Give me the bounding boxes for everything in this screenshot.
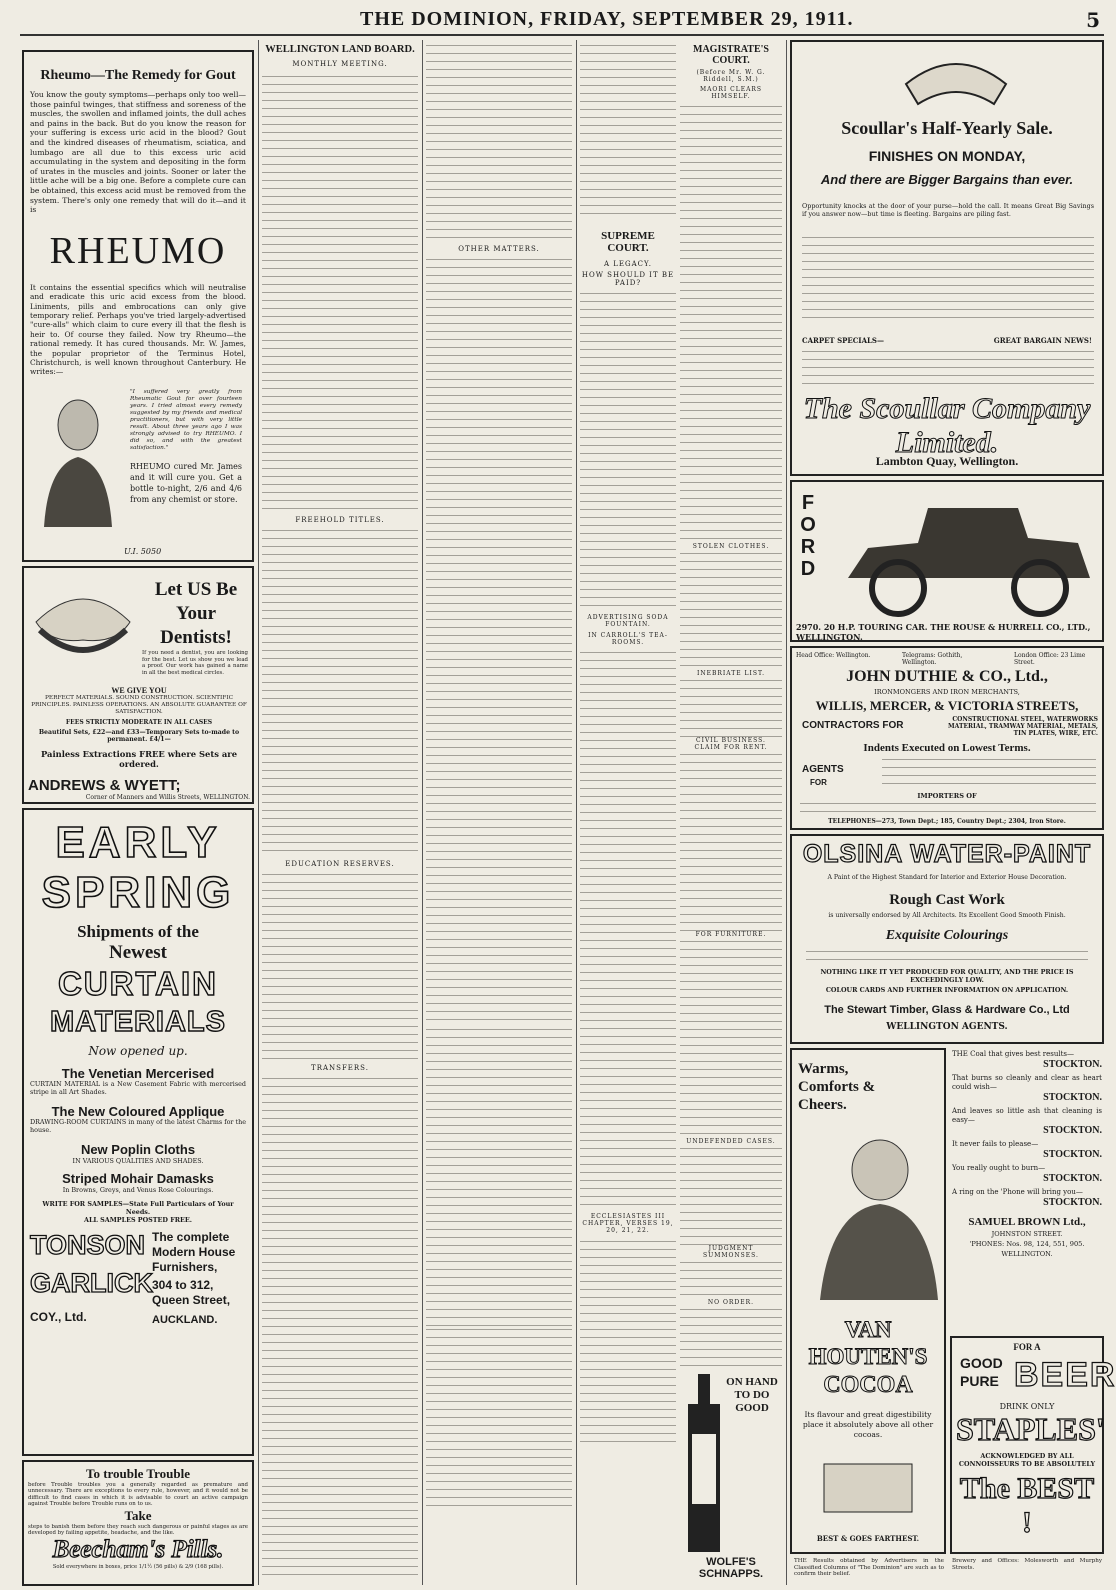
coy-ltd: COY., Ltd. [30,1310,87,1325]
transfers-sub: TRANSFERS. [311,1064,369,1072]
newest-heading: Newest [108,942,168,963]
article-text [426,256,572,1026]
inebriate-sub: INEBRIATE LIST. [696,670,766,677]
soda-sub: ADVERTISING SODA FOUNTAIN. [587,614,669,628]
article-text [262,527,418,857]
staples-good-pure: GOOD PURE [960,1355,1003,1389]
scoullar-brand: The Scoullar Company Limited. [803,392,1091,459]
wolfe-on-hand: ON HAND TO DO GOOD [726,1376,778,1414]
article-text [426,1026,572,1326]
stewart-company: The Stewart Timber, Glass & Hardware Co., Ltd [824,1004,1070,1016]
education-sub: EDUCATION RESERVES. [285,860,395,868]
supreme-court-column [426,38,572,1583]
rheumo-code: U.I. 5050 [124,547,162,556]
sale-bigger: And there are Bigger Bargains than ever. [820,172,1074,187]
samples-posted: ALL SAMPLES POSTED FREE. [83,1216,193,1225]
duthie-ad [790,646,1104,830]
freehold-sub: FREEHOLD TITLES. [295,516,385,524]
woman-drinking-image [800,1130,940,1300]
tonson-name: TONSON [30,1230,146,1261]
page-number: 5 [1086,8,1100,32]
applique-heading: The New Coloured Applique [51,1104,225,1120]
olsina-agents: WELLINGTON AGENTS. [886,1022,1008,1032]
rheumo-ad [22,50,254,562]
duthie-name: JOHN DUTHIE & CO., Ltd., [846,668,1048,685]
carpet-specials: CARPET SPECIALS— [802,336,884,345]
sale-banner-image [896,44,1016,114]
stockton-line2: And leaves so little ash that cleaning is easy— [952,1107,1102,1124]
tonson-garlick-ad [22,808,254,1456]
article-text [426,1326,572,1512]
rheumo-brand: RHEUMO [49,229,227,272]
scoullar-heading: Scoullar's Half-Yearly Sale. [841,118,1053,138]
rheumo-body: It contains the essential specifics which will neutralise and eradicate this uric acid excess from the blood. Liniments, pills and embrocations can only give temporary relief. Perhaps you've tried largely-advertised "cure-alls" which claim to cure every ill that the flesh is heir to. Of course they failed. Now try Rheumo—the rational remedy. It has cured thousands. Mr. W. James, the popular proprietor of the Terminus Hotel, Christchurch, is well known throughout Canterbury. He writes:— [30,282,246,377]
article-text [680,751,782,931]
article-text [580,42,676,218]
stockton-brand: STOCKTON. [1043,1149,1102,1160]
article-text [680,1145,782,1245]
ford-ad [790,480,1104,642]
land-board-heading: WELLINGTON LAND BOARD. [265,44,415,55]
damask-sub: In Browns, Greys, and Venus Rose Colourings. [62,1186,214,1195]
dentist-address: Corner of Manners and Willis Streets, WELLINGTON. [85,794,250,801]
olsina-sub: A Paint of the Highest Standard for Interior and Exterior House Decoration. [827,874,1067,881]
samuel-brown-city: WELLINGTON. [1001,1250,1053,1258]
article-text [680,550,782,670]
furniture-sub: FOR FURNITURE. [695,931,767,938]
stockton-brand: STOCKTON. [1043,1173,1102,1184]
tea-rooms-sub: IN CARROLL'S TEA-ROOMS. [588,632,668,646]
rheumo-quote: "I suffered very greatly from Rheumatic Gout for over fourteen years. I tried almost every remedy suggested by my friends and medical practitioners, but with very little result. About three years ago I was strongly advised to try RHEUMO. I did so, and with the greatest satisfaction." [130,388,242,451]
agents-label: AGENTS [802,764,844,775]
other-matters-sub: OTHER MATTERS. [458,245,540,253]
beecham-take: Take [124,1507,152,1523]
stockton-brand: STOCKTON. [1043,1125,1102,1136]
duthie-streets: WILLIS, MERCER, & VICTORIA STREETS, [815,698,1079,713]
sale-finishes: FINISHES ON MONDAY, [868,148,1026,164]
contractors-for: CONTRACTORS FOR [802,720,904,731]
article-text [262,1075,418,1575]
samuel-brown-address: JOHNSTON STREET. [991,1230,1063,1238]
warms-heading: Warms, Comforts & Cheers. [798,1061,876,1113]
bargain-news: GREAT BARGAIN NEWS! [993,336,1092,345]
dentist-heading: Let US Be Your Dentists! [154,579,238,648]
stolen-sub: STOLEN CLOTHES. [692,543,770,550]
olsina-nothing-like: NOTHING LIKE IT YET PRODUCED FOR QUALITY, AND THE PRICE IS EXCEEDINGLY LOW. [820,968,1074,984]
article-text [580,290,676,610]
olsina-ad [790,834,1104,1044]
best-farthest: BEST & GOES FARTHEST. [816,1534,920,1543]
olsina-colour-cards: COLOUR CARDS AND FURTHER INFORMATION ON APPLICATION. [825,986,1069,994]
beecham-text: before Trouble troubles you a generally regarded as premature and unnecessary. There are exceptions to every rule, however, and it would not be difficult to find cases in which it is advisable to court an active campaign against Trouble before Trouble runs on to us. [28,1482,248,1508]
legacy-sub: A LEGACY. [604,260,652,268]
column-divider [576,40,577,1585]
staples-ack: ACKNOWLEDGED BY ALL CONNOISSEURS TO BE ABSOLUTELY [958,1452,1096,1468]
cocoa-text: Its flavour and great digestibility place it absolutely above all other cocoas. [802,1410,934,1439]
indents-executed: Indents Executed on Lowest Terms. [863,742,1031,754]
dentist-ad [22,566,254,804]
samuel-brown-name: SAMUEL BROWN Ltd., [968,1216,1086,1228]
wolfe-schnapps-ad [680,1370,782,1582]
tonson-address: 304 to 312, Queen Street, [152,1278,231,1308]
imports-list [800,800,1096,816]
staples-ad [950,1336,1116,1554]
samuel-brown-phones: 'PHONES: Nos. 98, 124, 551, 905. [969,1240,1085,1248]
monthly-meeting-sub: MONTHLY MEETING. [292,60,388,68]
stockton-intro: THE Coal that gives best results— [952,1050,1074,1058]
van-houten-ad [790,1048,946,1554]
carpet-details [802,348,1094,388]
stockton-brand: STOCKTON. [1043,1059,1102,1070]
staples-drink-only: DRINK ONLY [999,1402,1055,1411]
before-sub: (Before Mr. W. G. Riddell, S.M.) [696,69,766,83]
undefended-sub: UNDEFENDED CASES. [686,1138,776,1145]
poplin-heading: New Poplin Cloths [80,1142,196,1158]
court-column-left [580,38,676,1583]
article-text [680,1259,782,1299]
sale-text: Opportunity knocks at the door of your purse—hold the call. It means Great Big Savings if you answer now—but time is fleeting. Bargains are piling fast. [802,202,1094,218]
land-board-column [262,38,418,1583]
column-divider [258,40,259,1585]
article-text [580,1238,676,1448]
stockton-line5: A ring on the 'Phone will bring you— [952,1188,1083,1196]
van-houten-brand: VAN HOUTEN'S [808,1317,928,1369]
exquisite-heading: Exquisite Colourings [885,928,1009,943]
olsina-heading: OLSINA WATER-PAINT [802,840,1092,868]
dentist-fees: FEES STRICTLY MODERATE IN ALL CASES [65,719,213,726]
article-text [262,871,418,1061]
stockton-line4: You really ought to burn— [952,1164,1046,1172]
scoullar-ad [790,40,1104,476]
shipments-heading: Shipments of the [77,922,199,941]
rheumo-side: RHEUMO cured Mr. James and it will cure you. Get a bottle to-night, 2/6 and 4/6 from any chemist or store. [130,461,242,504]
article-text [680,103,782,543]
stockton-brand: STOCKTON. [1043,1197,1102,1208]
importers-of: IMPORTERS OF [917,792,977,800]
garlick-name: GARLICK [30,1268,153,1299]
masthead-title: THE DOMINION, FRIDAY, SEPTEMBER 29, 1911. [360,8,854,30]
beecham-brand: Beecham's Pills. [52,1536,224,1564]
london-office: London Office: 23 Lime Street. [1014,652,1086,666]
maori-sub: MAORI CLEARS HIMSELF. [699,86,763,100]
stockton-brand: STOCKTON. [1043,1092,1102,1103]
masthead-rule [20,34,1104,36]
supreme-court-heading: SUPREME COURT. [601,230,655,254]
ecclesiastes-sub: ECCLESIASTES III CHAPTER, VERSES 19, 20, 21, 22. [582,1213,674,1234]
spring-heading: SPRING [41,868,235,917]
venetian-text: CURTAIN MATERIAL is a New Casement Fabric with mercerised stripe in all Art Shades. [30,1080,246,1096]
dentist-sets: Beautiful Sets, £22—and £33—Temporary Sets to-made to permanent. £4/1— [38,729,240,743]
staples-best: The BEST ! [959,1472,1095,1539]
furnishers-text: The complete Modern House Furnishers, [152,1230,236,1275]
ford-brand: FORD [800,492,816,580]
early-heading: EARLY [55,818,221,867]
cocoa-tin-image [820,1460,916,1516]
footer-note-right: Brewery and Offices: Molesworth and Murphy Streets. [952,1558,1102,1571]
column-divider [786,40,787,1585]
article-text [680,677,782,737]
dentures-image [30,582,136,668]
schnapps-bottle-image [684,1374,724,1554]
civil-sub: CIVIL BUSINESS. [696,737,766,744]
stockton-ad [952,1050,1102,1330]
opened-text: Now opened up. [88,1044,188,1058]
paid-sub: HOW SHOULD IT BE PAID? [581,271,675,287]
for-label: FOR [810,778,827,787]
damask-heading: Striped Mohair Damasks [62,1171,214,1187]
stockton-line3: It never fails to please— [952,1140,1039,1148]
judgment-sub: JUDGMENT SUMMONSES. [703,1245,759,1259]
column-divider [422,40,423,1585]
rough-cast-text: is universally endorsed by All Architects. Its Excellent Good Smooth Finish. [828,912,1066,919]
portrait-image [36,387,120,527]
dentist-name: ANDREWS & WYETT; [28,777,181,794]
article-text [262,73,418,513]
sale-details [802,234,1094,324]
agency-list [882,756,1096,790]
no-order-sub: NO ORDER. [707,1299,755,1306]
dentist-give: WE GIVE YOU [111,686,167,695]
court-column-right [680,38,782,1583]
duthie-telephones: TELEPHONES—273, Town Dept.; 185, Country Dept.; 2304, Iron Store. [828,818,1066,825]
rheumo-heading: Rheumo—The Remedy for Gout [40,68,236,83]
stockton-line1: That burns so cleanly and clear as heart could wish— [952,1074,1102,1091]
staples-brand: STAPLES' [956,1411,1105,1447]
article-text [680,938,782,1138]
ford-caption: 2970. 20 H.P. TOURING CAR. THE ROUSE & HURRELL CO., LTD., WELLINGTON. [796,622,1091,642]
scoullar-address: Lambton Quay, Wellington. [875,454,1019,468]
poplin-sub: IN VARIOUS QUALITIES AND SHADES. [72,1157,204,1166]
iron-merchants: IRONMONGERS AND IRON MERCHANTS, [874,688,1020,696]
constructional-works: CONSTRUCTIONAL STEEL, WATERWORKS MATERIAL, TRAMWAY MATERIAL, METALS, TIN PLATES, WIRE, ETC. [948,716,1098,737]
applique-text: DRAWING-ROOM CURTAINS in many of the latest Charms for the house. [30,1118,246,1134]
beecham-foot: Sold everywhere in boxes, price 1/1½ (56 pills) & 2/9 (168 pills). [52,1564,224,1571]
dentist-text: If you need a dentist, you are looking for the best. Let us show you we lead a proof. Our work has gained a name in all the best medical circles. [142,650,248,676]
telegrams: Telegrams: Gothith, Wellington. [902,652,963,666]
head-office: Head Office: Wellington. [796,652,871,659]
article-text [580,649,676,1209]
footer-note-left: THE Results obtained by Advertisers in the Classified Columns of "The Dominion" are such as to confirm their belief. [794,1558,944,1578]
beecham-ad [22,1460,254,1586]
beecham-text2: steps to banish them before they reach such dangerous or painful stages as are developed by failing appetite, headache, and the like. [28,1523,248,1537]
staples-beer: BEER [1014,1356,1116,1394]
samples-write: WRITE FOR SAMPLES—State Full Particulars of Your Needs. [42,1200,234,1217]
curtain-heading: CURTAIN [57,965,219,1002]
rough-cast-heading: Rough Cast Work [889,892,1005,908]
dentist-perks: PERFECT MATERIALS. SOUND CONSTRUCTION. SCIENTIFIC PRINCIPLES. PAINLESS OPERATIONS. AN ABSOLUTE GUARANTEE OF SATISFACTION. [31,695,247,715]
magistrate-court-heading: MAGISTRATE'S COURT. [693,44,769,66]
cocoa-brand: COCOA [823,1372,913,1398]
venetian-heading: The Venetian Mercerised [61,1066,215,1081]
olsina-details [806,948,1088,964]
claim-sub: CLAIM FOR RENT. [694,744,768,751]
beecham-heading: To trouble Trouble [85,1466,191,1481]
touring-car-image [828,488,1098,618]
dentist-painless: Painless Extractions FREE where Sets are ordered. [40,749,238,769]
article-text [426,42,572,242]
rheumo-intro: You know the gouty symptoms—perhaps only too well—those painful twinges, that stiffness and soreness of the muscles, the swollen and inflamed joints, the dull aches and pains in the back. But do you know the reason for your suffering is excess uric acid in the blood? Gout and the kindred diseases of rheumatism, sciatica, and lumbago are all due to this excess uric acid accumulating in the system and depositing in the form of urates in the muscles and joints. Sooner or later the little ache will be a big one. Before a complete cure can be obtained, this excess acid must be removed from the system. There's only one remedy that will do it—and it is [30,90,246,215]
tonson-city: AUCKLAND. [152,1314,218,1327]
materials-heading: MATERIALS [49,1006,226,1038]
staples-for: FOR A [1013,1342,1041,1352]
wolfe-brand: WOLFE'S SCHNAPPS. [698,1556,764,1580]
